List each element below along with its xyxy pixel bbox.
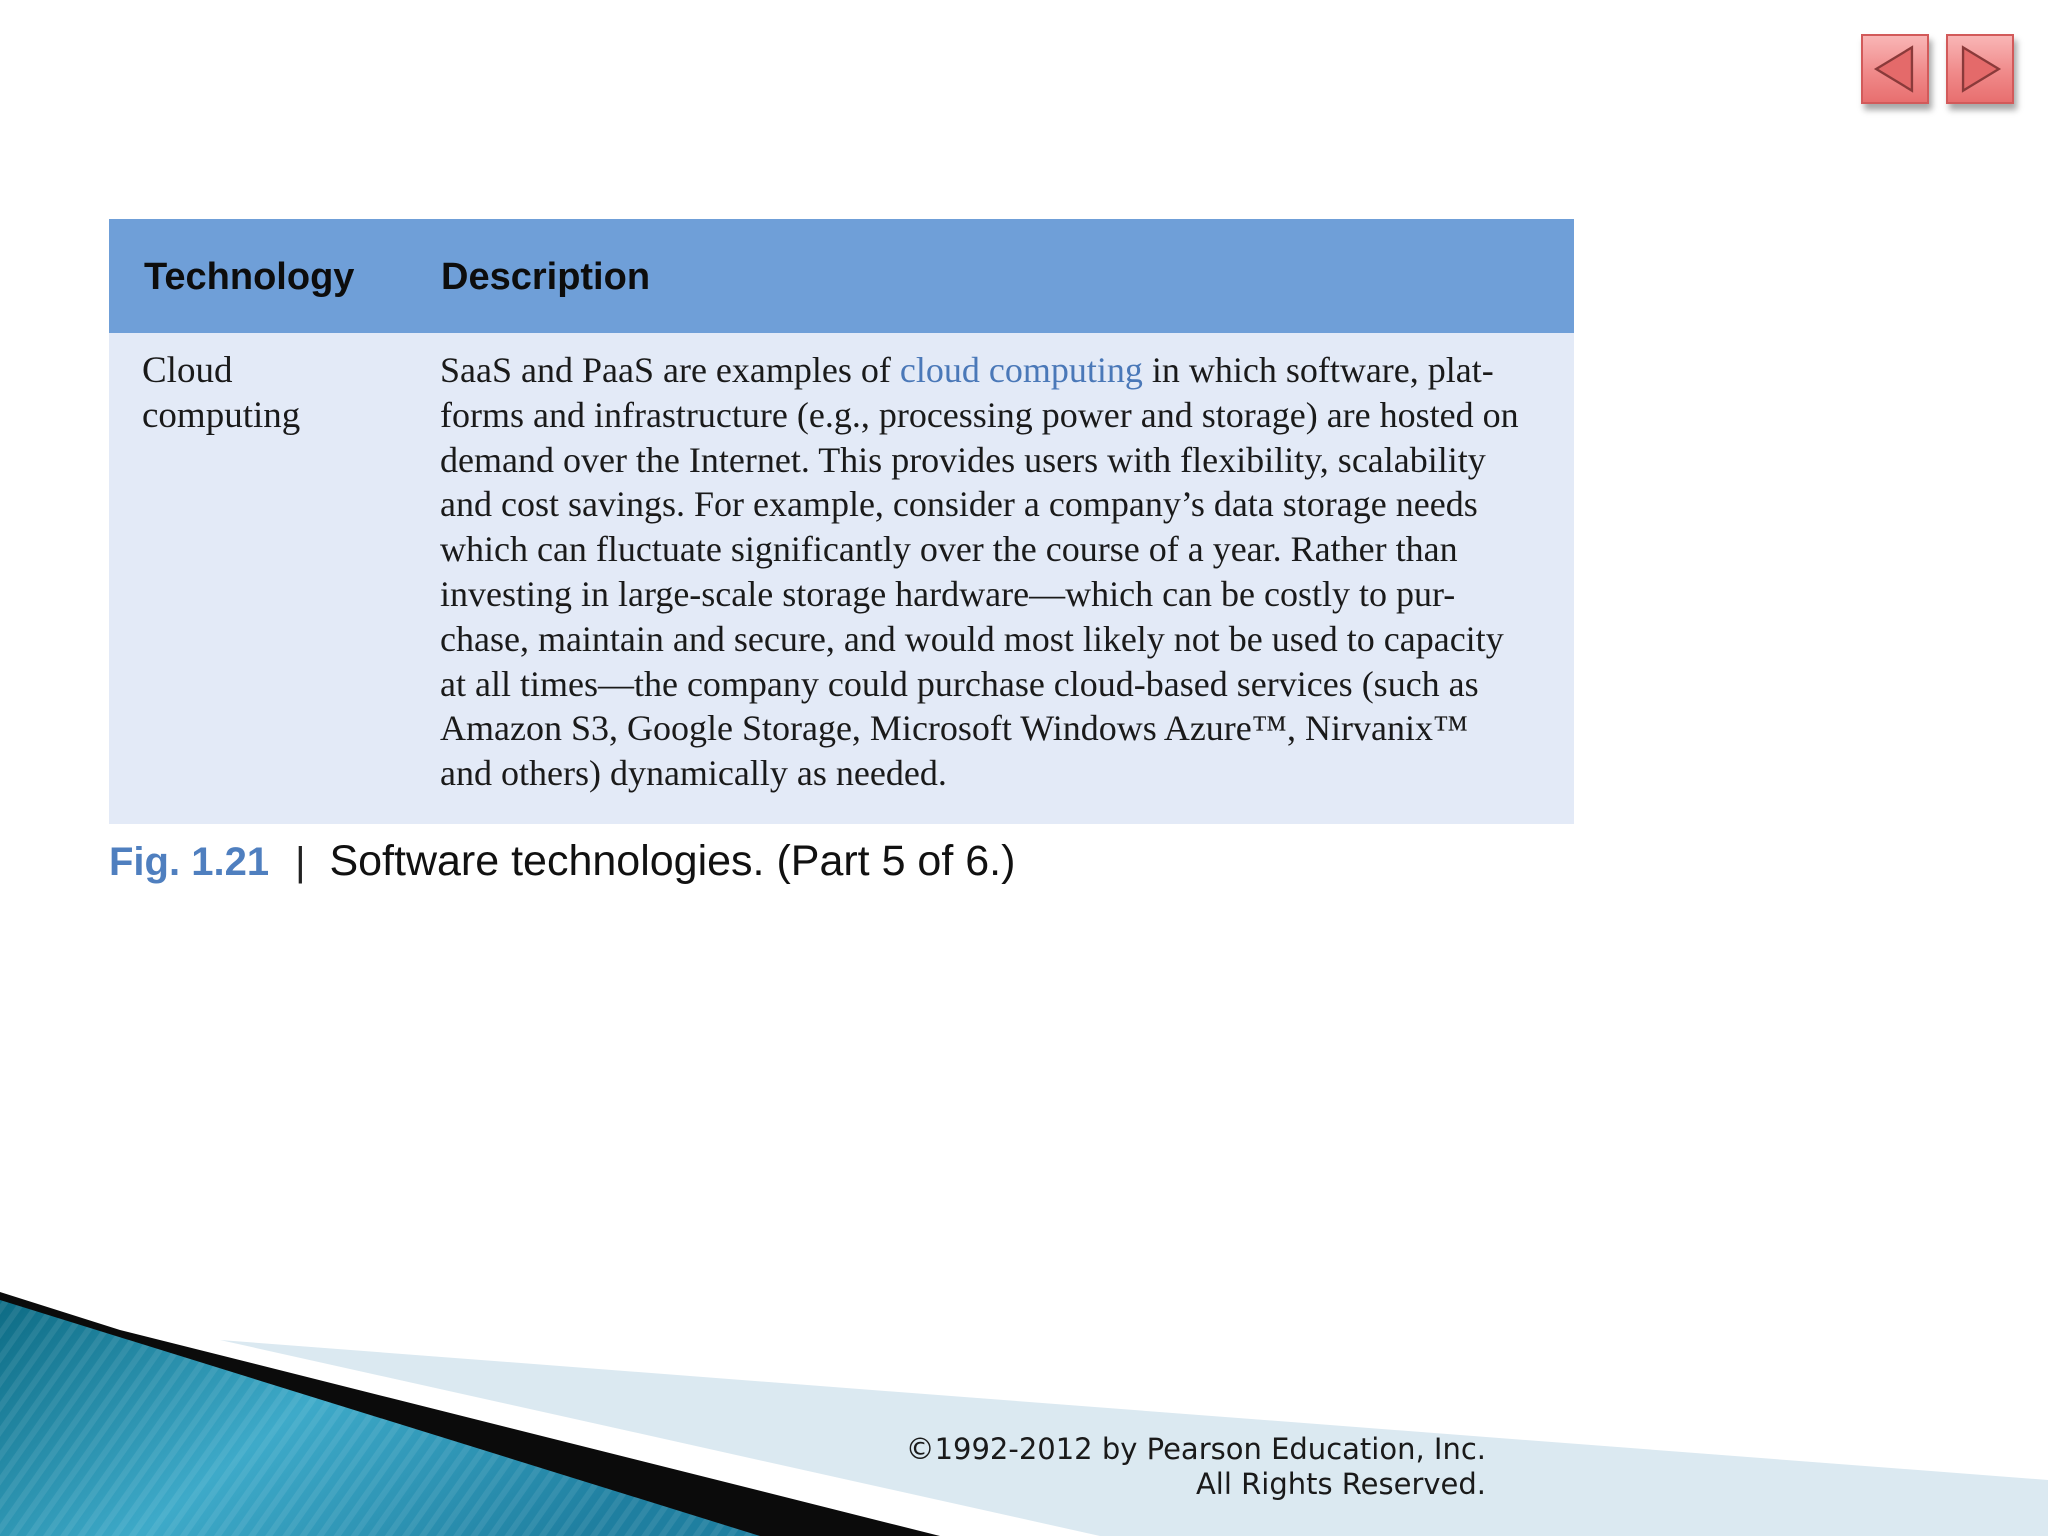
technology-line: computing	[142, 395, 301, 436]
description-line: at all times—the company could purchase cloud-based services (such as	[440, 663, 1479, 704]
header-description: Description	[441, 256, 651, 298]
triangle-right-icon	[1948, 36, 2012, 102]
copyright-line: All Rights Reserved.	[1195, 1467, 1486, 1501]
copyright-notice	[906, 1432, 1486, 1502]
triangle-left-icon	[1863, 36, 1927, 102]
figure-label: Fig. 1.21	[109, 840, 270, 884]
cloud-computing-term: cloud computing	[899, 350, 1143, 390]
description-text: SaaS and PaaS are examples of	[440, 350, 900, 390]
description-line: and others) dynamically as needed.	[440, 753, 947, 794]
description-line: demand over the Internet. This provides users with flexibility, scalability	[440, 439, 1486, 480]
technology-line: Cloud	[142, 350, 233, 391]
table-row	[109, 333, 1574, 824]
description-line: forms and infrastructure (e.g., processing power and storage) are hosted on	[440, 394, 1519, 435]
previous-slide-button[interactable]	[1861, 34, 1929, 104]
table-header	[109, 219, 1574, 333]
description-cell	[440, 348, 1565, 796]
description-line: chase, maintain and secure, and would most likely not be used to capacity	[440, 618, 1504, 659]
description-line: and cost savings. For example, consider a company’s data storage needs	[440, 484, 1478, 525]
description-line: investing in large-scale storage hardware—which can be costly to pur-	[440, 573, 1456, 614]
figure-caption	[109, 837, 1015, 886]
next-slide-button[interactable]	[1946, 34, 2014, 104]
technology-cell	[142, 348, 402, 438]
header-technology: Technology	[144, 256, 355, 298]
description-line	[440, 348, 1565, 393]
caption-text: Software technologies. (Part 5 of 6.)	[329, 837, 1016, 885]
description-text: in which software, plat-	[1142, 350, 1494, 390]
description-line: Amazon S3, Google Storage, Microsoft Windows Azure™, Nirvanix™	[440, 708, 1469, 749]
description-line: which can fluctuate significantly over the course of a year. Rather than	[440, 529, 1458, 570]
software-technologies-table	[109, 219, 1574, 824]
caption-separator: |	[295, 840, 306, 884]
copyright-line: ©1992-2012 by Pearson Education, Inc.	[905, 1432, 1486, 1466]
